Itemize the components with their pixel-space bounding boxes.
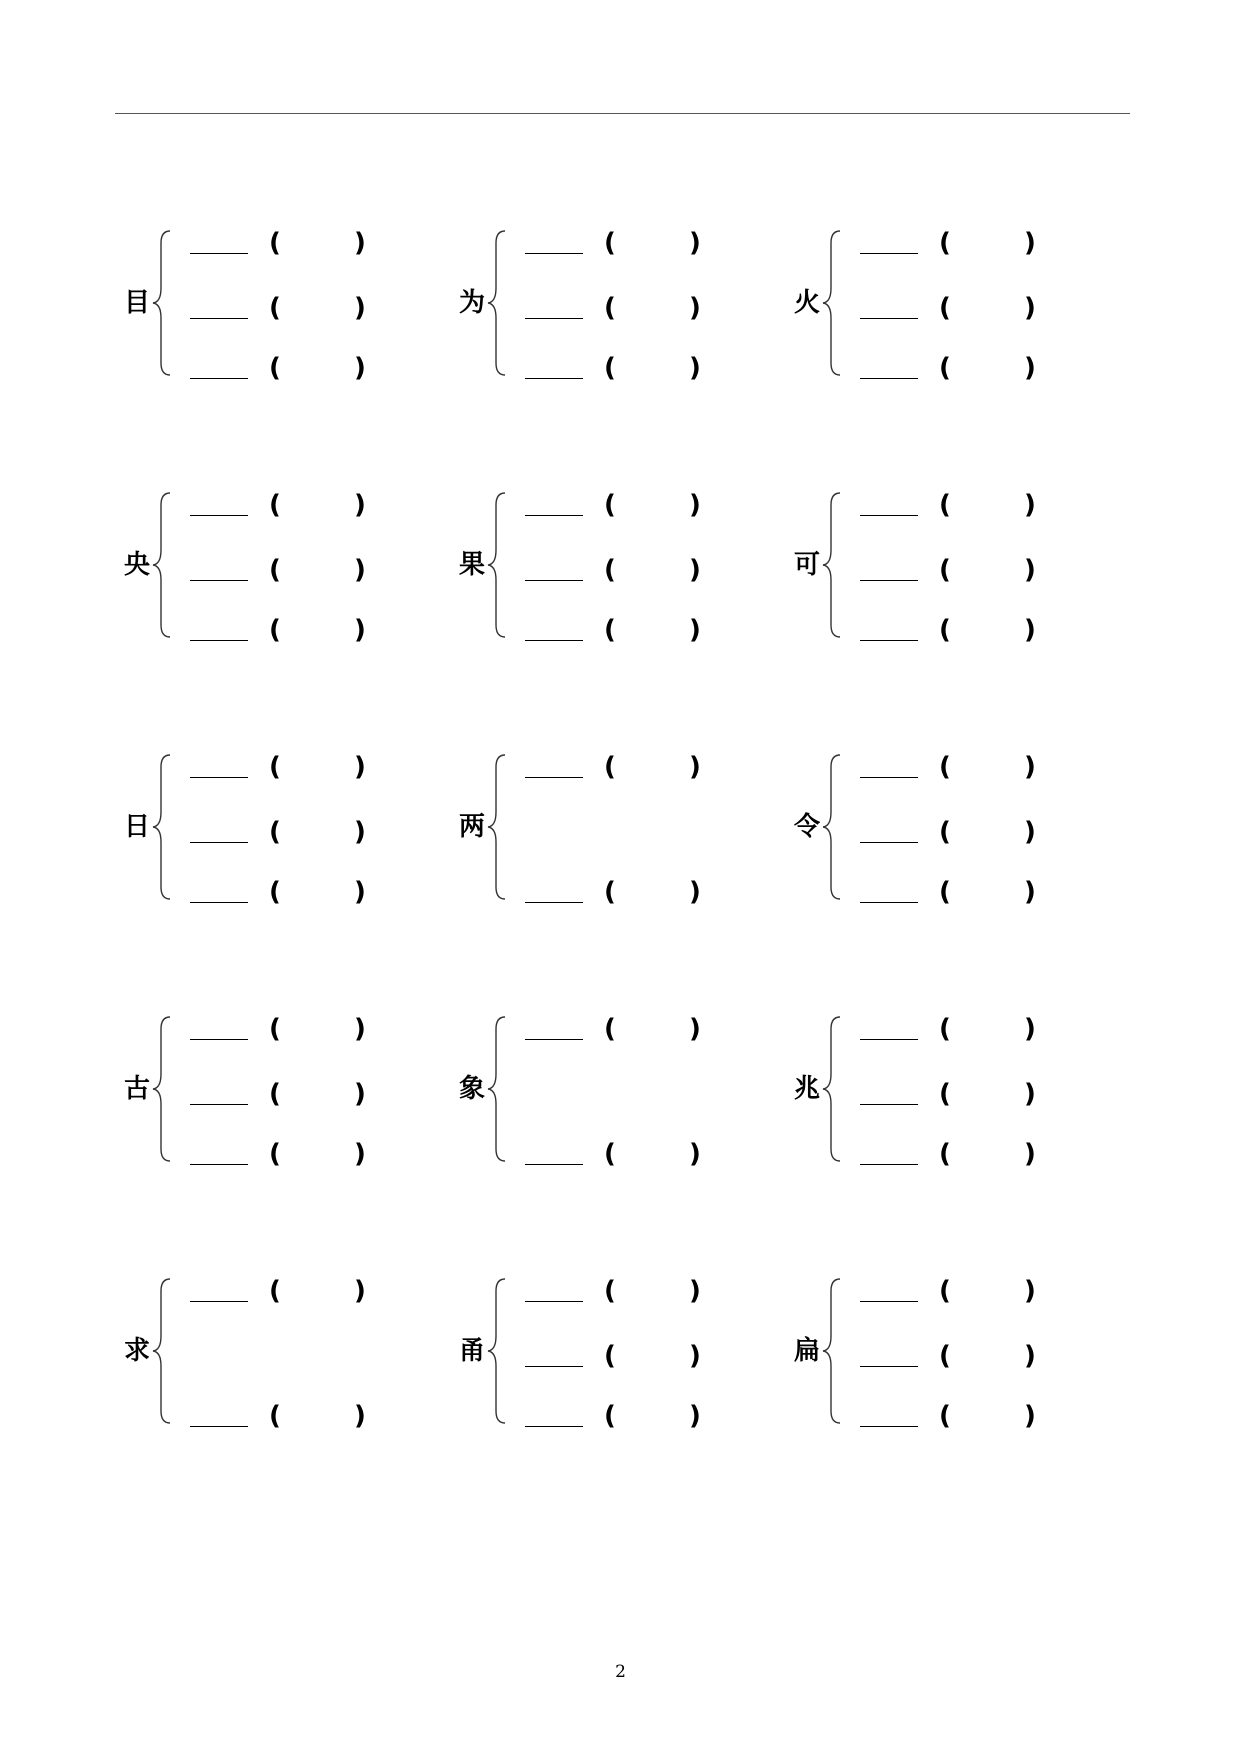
open-paren: ( <box>604 1014 616 1044</box>
open-paren: ( <box>939 817 951 847</box>
close-paren: ) <box>1024 353 1036 383</box>
answer-blank[interactable] <box>190 515 248 516</box>
close-paren: ) <box>354 490 366 520</box>
open-paren: ( <box>269 293 281 323</box>
answer-blank[interactable] <box>860 1301 918 1302</box>
answer-slot <box>455 293 715 323</box>
answer-slot <box>120 1139 380 1169</box>
close-paren: ) <box>689 228 701 258</box>
word-group <box>455 752 715 907</box>
answer-blank[interactable] <box>860 1164 918 1165</box>
close-paren: ) <box>354 1401 366 1431</box>
word-group <box>120 1014 380 1169</box>
open-paren: ( <box>269 1401 281 1431</box>
close-paren: ) <box>689 1401 701 1431</box>
open-paren: ( <box>939 1014 951 1044</box>
answer-slot <box>790 877 1050 907</box>
close-paren: ) <box>689 1139 701 1169</box>
open-paren: ( <box>269 615 281 645</box>
answer-slot <box>790 817 1050 847</box>
open-paren: ( <box>939 1401 951 1431</box>
answer-slot <box>120 293 380 323</box>
close-paren: ) <box>1024 1139 1036 1169</box>
answer-blank[interactable] <box>190 253 248 254</box>
answer-blank[interactable] <box>525 1426 583 1427</box>
open-paren: ( <box>939 1341 951 1371</box>
close-paren: ) <box>689 615 701 645</box>
answer-slot <box>790 555 1050 585</box>
answer-blank[interactable] <box>860 1104 918 1105</box>
word-group <box>790 228 1050 383</box>
answer-blank[interactable] <box>860 1426 918 1427</box>
answer-slot <box>790 228 1050 258</box>
close-paren: ) <box>1024 752 1036 782</box>
open-paren: ( <box>939 1276 951 1306</box>
base-character: 令 <box>793 812 820 842</box>
base-character: 古 <box>123 1074 150 1104</box>
answer-blank[interactable] <box>190 580 248 581</box>
answer-blank[interactable] <box>190 902 248 903</box>
close-paren: ) <box>689 1014 701 1044</box>
word-group <box>120 752 380 907</box>
answer-slot <box>120 1276 380 1306</box>
answer-blank[interactable] <box>190 1301 248 1302</box>
open-paren: ( <box>604 1341 616 1371</box>
answer-slot <box>120 615 380 645</box>
answer-slot <box>120 1401 380 1431</box>
answer-slot <box>790 1079 1050 1109</box>
answer-slot <box>455 1341 715 1371</box>
word-group <box>455 1276 715 1431</box>
answer-slot <box>790 1341 1050 1371</box>
base-character: 果 <box>458 550 485 580</box>
answer-slot <box>120 228 380 258</box>
answer-slot <box>120 555 380 585</box>
open-paren: ( <box>939 615 951 645</box>
answer-blank[interactable] <box>860 318 918 319</box>
close-paren: ) <box>354 1079 366 1109</box>
answer-blank[interactable] <box>190 1104 248 1105</box>
answer-slot <box>455 555 715 585</box>
answer-slot <box>790 1401 1050 1431</box>
answer-blank[interactable] <box>525 1164 583 1165</box>
answer-slot <box>455 1401 715 1431</box>
close-paren: ) <box>354 877 366 907</box>
base-character: 两 <box>458 812 485 842</box>
answer-blank[interactable] <box>860 1039 918 1040</box>
word-group <box>790 752 1050 907</box>
open-paren: ( <box>939 1139 951 1169</box>
answer-slot <box>455 1276 715 1306</box>
open-paren: ( <box>604 877 616 907</box>
answer-blank[interactable] <box>525 253 583 254</box>
answer-blank[interactable] <box>525 1039 583 1040</box>
close-paren: ) <box>1024 1401 1036 1431</box>
answer-slot <box>455 1014 715 1044</box>
answer-slot <box>455 615 715 645</box>
base-character: 日 <box>123 812 150 842</box>
answer-slot <box>455 752 715 782</box>
word-group <box>120 228 380 383</box>
word-group <box>455 1014 715 1169</box>
answer-slot <box>120 877 380 907</box>
close-paren: ) <box>1024 555 1036 585</box>
answer-slot <box>120 490 380 520</box>
close-paren: ) <box>354 1014 366 1044</box>
word-group <box>455 490 715 645</box>
header-rule <box>115 113 1130 114</box>
answer-blank[interactable] <box>190 1426 248 1427</box>
close-paren: ) <box>354 817 366 847</box>
base-character: 可 <box>793 550 820 580</box>
close-paren: ) <box>1024 1014 1036 1044</box>
answer-blank[interactable] <box>525 318 583 319</box>
base-character: 央 <box>123 550 150 580</box>
open-paren: ( <box>604 615 616 645</box>
open-paren: ( <box>939 555 951 585</box>
open-paren: ( <box>604 1401 616 1431</box>
word-group <box>790 1276 1050 1431</box>
open-paren: ( <box>269 490 281 520</box>
close-paren: ) <box>689 353 701 383</box>
close-paren: ) <box>689 293 701 323</box>
open-paren: ( <box>939 752 951 782</box>
word-group <box>455 228 715 383</box>
open-paren: ( <box>269 353 281 383</box>
answer-blank[interactable] <box>190 1164 248 1165</box>
answer-blank[interactable] <box>190 777 248 778</box>
answer-blank[interactable] <box>860 580 918 581</box>
answer-blank[interactable] <box>860 842 918 843</box>
answer-slot <box>790 353 1050 383</box>
close-paren: ) <box>689 555 701 585</box>
close-paren: ) <box>1024 1341 1036 1371</box>
answer-blank[interactable] <box>525 1366 583 1367</box>
answer-slot <box>790 1139 1050 1169</box>
open-paren: ( <box>604 1276 616 1306</box>
close-paren: ) <box>354 1276 366 1306</box>
answer-slot <box>455 877 715 907</box>
close-paren: ) <box>354 1139 366 1169</box>
close-paren: ) <box>689 877 701 907</box>
base-character: 兆 <box>793 1074 820 1104</box>
base-character: 为 <box>458 288 485 318</box>
answer-slot <box>455 490 715 520</box>
open-paren: ( <box>604 490 616 520</box>
word-group <box>790 490 1050 645</box>
base-character: 象 <box>458 1074 485 1104</box>
base-character: 求 <box>123 1336 150 1366</box>
close-paren: ) <box>689 1276 701 1306</box>
open-paren: ( <box>939 1079 951 1109</box>
answer-slot <box>455 353 715 383</box>
answer-blank[interactable] <box>525 640 583 641</box>
open-paren: ( <box>269 817 281 847</box>
open-paren: ( <box>269 1014 281 1044</box>
answer-blank[interactable] <box>860 1366 918 1367</box>
answer-blank[interactable] <box>190 842 248 843</box>
open-paren: ( <box>269 1079 281 1109</box>
answer-slot <box>455 1139 715 1169</box>
answer-blank[interactable] <box>525 580 583 581</box>
open-paren: ( <box>604 228 616 258</box>
answer-blank[interactable] <box>860 777 918 778</box>
answer-slot <box>120 353 380 383</box>
answer-slot <box>120 1079 380 1109</box>
answer-blank[interactable] <box>525 1301 583 1302</box>
close-paren: ) <box>354 752 366 782</box>
answer-blank[interactable] <box>190 640 248 641</box>
close-paren: ) <box>1024 817 1036 847</box>
page-number: 2 <box>615 1662 626 1682</box>
word-group <box>120 490 380 645</box>
open-paren: ( <box>939 228 951 258</box>
close-paren: ) <box>689 752 701 782</box>
answer-blank[interactable] <box>525 777 583 778</box>
open-paren: ( <box>939 293 951 323</box>
answer-blank[interactable] <box>190 378 248 379</box>
open-paren: ( <box>269 877 281 907</box>
answer-slot <box>790 293 1050 323</box>
close-paren: ) <box>1024 293 1036 323</box>
answer-blank[interactable] <box>525 515 583 516</box>
close-paren: ) <box>689 490 701 520</box>
base-character: 扁 <box>793 1336 820 1366</box>
open-paren: ( <box>939 353 951 383</box>
open-paren: ( <box>604 1139 616 1169</box>
base-character: 火 <box>793 288 820 318</box>
open-paren: ( <box>604 555 616 585</box>
answer-blank[interactable] <box>190 318 248 319</box>
open-paren: ( <box>604 752 616 782</box>
word-group <box>790 1014 1050 1169</box>
close-paren: ) <box>1024 877 1036 907</box>
close-paren: ) <box>1024 228 1036 258</box>
open-paren: ( <box>939 490 951 520</box>
close-paren: ) <box>354 353 366 383</box>
close-paren: ) <box>354 293 366 323</box>
answer-slot <box>790 752 1050 782</box>
answer-blank[interactable] <box>525 902 583 903</box>
answer-slot <box>790 1014 1050 1044</box>
open-paren: ( <box>269 228 281 258</box>
answer-slot <box>790 490 1050 520</box>
open-paren: ( <box>269 555 281 585</box>
open-paren: ( <box>269 1139 281 1169</box>
close-paren: ) <box>354 555 366 585</box>
answer-slot <box>790 615 1050 645</box>
open-paren: ( <box>604 293 616 323</box>
word-group <box>120 1276 380 1431</box>
close-paren: ) <box>689 1341 701 1371</box>
answer-blank[interactable] <box>860 640 918 641</box>
answer-slot <box>120 817 380 847</box>
answer-slot <box>120 752 380 782</box>
close-paren: ) <box>1024 490 1036 520</box>
answer-slot <box>455 228 715 258</box>
base-character: 目 <box>123 288 150 318</box>
base-character: 甬 <box>458 1336 485 1366</box>
close-paren: ) <box>354 615 366 645</box>
answer-blank[interactable] <box>860 902 918 903</box>
answer-blank[interactable] <box>860 515 918 516</box>
open-paren: ( <box>604 353 616 383</box>
answer-blank[interactable] <box>860 253 918 254</box>
open-paren: ( <box>269 752 281 782</box>
close-paren: ) <box>354 228 366 258</box>
answer-blank[interactable] <box>860 378 918 379</box>
answer-slot <box>120 1014 380 1044</box>
answer-blank[interactable] <box>525 378 583 379</box>
open-paren: ( <box>939 877 951 907</box>
close-paren: ) <box>1024 1079 1036 1109</box>
open-paren: ( <box>269 1276 281 1306</box>
answer-slot <box>790 1276 1050 1306</box>
close-paren: ) <box>1024 1276 1036 1306</box>
answer-blank[interactable] <box>190 1039 248 1040</box>
close-paren: ) <box>1024 615 1036 645</box>
